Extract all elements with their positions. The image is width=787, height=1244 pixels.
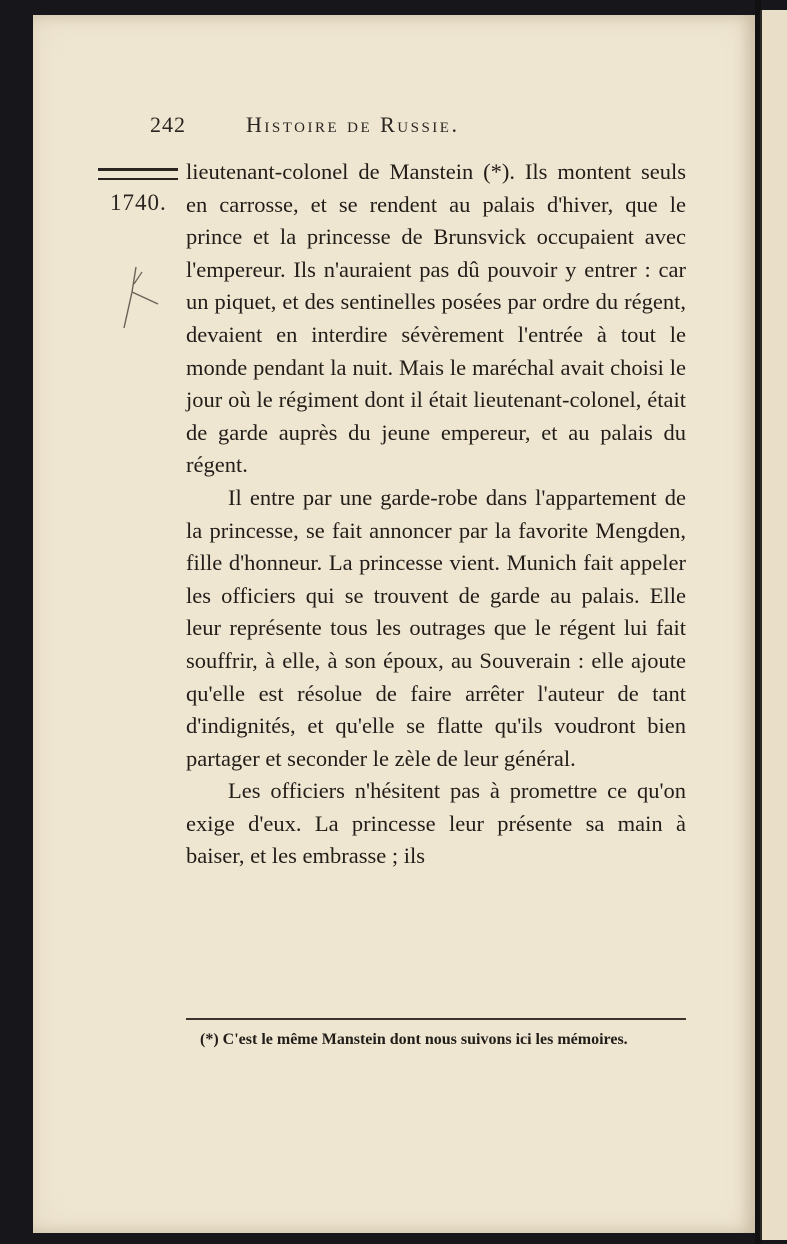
body-text bbox=[186, 156, 686, 873]
pencil-annotation-icon bbox=[118, 262, 168, 332]
page-header bbox=[150, 112, 570, 138]
page-number: 242 bbox=[150, 112, 186, 137]
margin-year: 1740. bbox=[110, 190, 167, 215]
footnote-text: (*) C'est le même Manstein dont nous suivons ici les mémoires. bbox=[200, 1031, 628, 1048]
paragraph-3: Les officiers n'hésitent pas à promettre ce qu'on exige d'eux. La princesse leur présente sa main à baiser, et les embrasse ; ils bbox=[186, 778, 686, 869]
facing-page-edge bbox=[760, 10, 787, 1240]
paragraph-2: Il entre par une garde-robe dans l'appartement de la princesse, se fait annoncer par la favorite Mengden, fille d'honneur. La princesse vient. Munich fait appeler les officiers qui se trouvent de garde au palais. Elle leur représente tous les outrages que le régent lui fait souffrir, à elle, à son époux, au Souverain : elle ajoute qu'elle est résolue de faire arrêter l'auteur de tant d'indignités, et qu'elle se flatte qu'ils voudront bien partager et seconder le zèle de leur général. bbox=[186, 484, 686, 771]
footnote-rule bbox=[186, 1018, 686, 1020]
footnote bbox=[186, 1026, 686, 1053]
running-title: Histoire de Russie. bbox=[246, 112, 460, 137]
continuation-rule bbox=[98, 168, 178, 180]
paragraph-1: lieutenant-colonel de Manstein (*). Ils montent seuls en carrosse, et se rendent au palais d'hiver, que le prince et la princesse de Brunsvick occupaient avec l'empereur. Ils n'auraient pas dû pouvoir y entrer : car un piquet, et des sentinelles posées par ordre du régent, devaient en interdire sévèrement l'entrée à tout le monde pendant la nuit. Mais le maréchal avait choisi le jour où le régiment dont il était lieutenant-colonel, était de garde auprès du jeune empereur, et au palais du régent. bbox=[186, 159, 686, 478]
